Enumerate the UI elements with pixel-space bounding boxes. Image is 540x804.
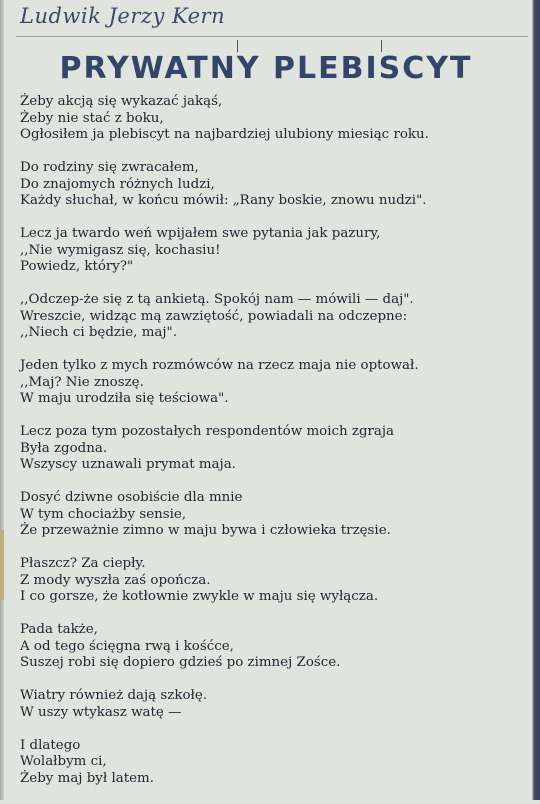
stanza [20,358,520,408]
poem-line: Wreszcie, widząc mą zawziętość, powiadali na odczepne: [20,308,408,324]
poem-line: Lecz ja twardo weń wpijałem swe pytania jak pazury, [20,226,381,241]
stanza [20,94,520,144]
poem-line: Była zgodna. [20,440,108,456]
poem-line: ,,Odczep-że się z tą ankietą. Spokój nam — mówili — daj". [20,292,414,307]
poem-line: Z mody wyszła zaś opończa. [20,572,211,588]
stanza [20,160,520,210]
poem-line: Do rodziny się zwracałem, [20,160,199,175]
poem-line: W tym chociażby sensie, [20,506,187,522]
poem-line: Powiedz, który?" [20,259,134,274]
poem-line: Do znajomych różnych ludzi, [20,176,215,192]
poem-line: Każdy słuchał, w końcu mówił: „Rany boskie, znowu nudzi". [20,193,427,208]
poem-line: A od tego ścięgna rwą i kośćce, [20,638,234,654]
poem-line: ,,Maj? Nie znoszę. [20,374,144,390]
poem-line: W maju urodziła się teściowa". [20,391,229,406]
poem-line: Ogłosiłem ja plebiscyt na najbardziej ulubiony miesiąc roku. [20,127,429,142]
poem-title: PRYWATNY PLEBISCYT [59,51,473,86]
poem-line: Suszej robi się dopiero gdzieś po zimnej Zośce. [20,655,341,670]
stanza [20,738,520,788]
stanza [20,490,520,540]
poem-line: I dlatego [20,737,81,753]
poem-line: W uszy wtykasz watę — [20,704,182,720]
stanza [20,688,520,721]
poem-line: Wolałbym ci, [20,754,107,769]
poem-line: Płaszcz? Za ciepły. [20,556,146,571]
poem-line: Że przeważnie zimno w maju bywa i człowieka trzęsie. [20,523,391,538]
stanza [20,424,520,474]
poem-line: Pada także, [20,622,98,637]
stanza [20,622,520,672]
poem-line: Żeby maj był latem. [20,770,154,786]
poem-line: Jeden tylko z mych rozmówców na rzecz maja nie optował. [20,358,419,373]
poem-line: Żeby nie stać z boku, [20,110,164,126]
poem-line: Wszyscy uznawali prymat maja. [20,457,236,472]
stanza [20,556,520,606]
poem-line: I co gorsze, że kotłownie zwykle w maju się wyłącza. [20,589,379,604]
poem-line: ,,Niech ci będzie, maj". [20,325,177,340]
poem-body [20,94,520,804]
author-name: Ludwik Jerzy Kern [20,4,226,28]
poem-line: Lecz poza tym pozostałych respondentów moich zgraja [20,424,395,439]
page-binding-edge [532,0,540,800]
poem-line: ,,Nie wymigasz się, kochasiu! [20,242,221,258]
poem-line: Wiatry również dają szkołę. [20,688,208,703]
stanza [20,292,520,342]
poem-line: Dosyć dziwne osobiście dla mnie [20,490,243,505]
page-left-edge [0,0,4,800]
author-divider [16,36,528,37]
stanza [20,226,520,276]
poem-line: Żeby akcją się wykazać jakąś, [20,94,223,109]
page-edge-mark [0,530,4,600]
